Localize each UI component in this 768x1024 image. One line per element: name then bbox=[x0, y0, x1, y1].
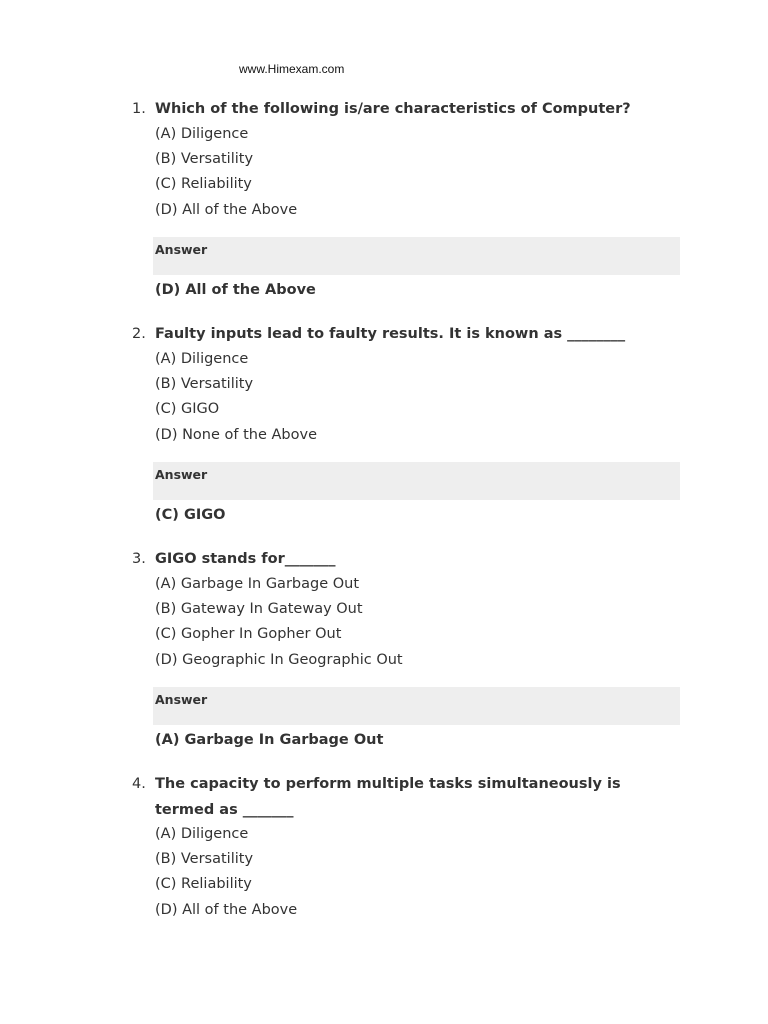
option-b: (B) Versatility bbox=[155, 151, 254, 168]
question-text: GIGO stands for_______ bbox=[155, 551, 336, 567]
option-c: (C) GIGO bbox=[155, 401, 220, 418]
answer-value: (D) All of the Above bbox=[155, 282, 316, 298]
question-number: 4. bbox=[132, 776, 146, 792]
question-number: 1. bbox=[132, 101, 146, 117]
option-d: (D) Geographic In Geographic Out bbox=[155, 651, 403, 668]
answer-toggle[interactable] bbox=[153, 237, 680, 275]
option-d: (D) All of the Above bbox=[155, 901, 298, 918]
option-a: (A) Diligence bbox=[155, 126, 249, 142]
options-list bbox=[155, 347, 317, 448]
option-b: (B) Versatility bbox=[155, 851, 254, 868]
option-a: (A) Diligence bbox=[155, 351, 249, 367]
option-b: (B) Gateway In Gateway Out bbox=[155, 601, 363, 618]
option-a: (A) Diligence bbox=[155, 826, 249, 842]
option-c: (C) Reliability bbox=[155, 176, 252, 193]
options-list bbox=[155, 122, 297, 223]
option-d: (D) All of the Above bbox=[155, 201, 298, 218]
answer-label: Answer bbox=[155, 692, 208, 707]
option-c: (C) Gopher In Gopher Out bbox=[155, 626, 342, 643]
question-number: 2. bbox=[132, 326, 146, 342]
answer-toggle[interactable] bbox=[153, 462, 680, 500]
answer-value: (A) Garbage In Garbage Out bbox=[155, 732, 384, 748]
answer-toggle[interactable] bbox=[153, 687, 680, 725]
site-header-url: www.Himexam.com bbox=[239, 62, 345, 76]
option-d: (D) None of the Above bbox=[155, 426, 318, 443]
answer-value: (C) GIGO bbox=[155, 507, 226, 523]
answer-label: Answer bbox=[155, 242, 208, 257]
question-text: The capacity to perform multiple tasks simultaneously is termed as _______ bbox=[155, 776, 621, 818]
option-a: (A) Garbage In Garbage Out bbox=[155, 576, 360, 592]
options-list bbox=[155, 572, 403, 673]
question-text: Faulty inputs lead to faulty results. It is known as ________ bbox=[155, 326, 626, 342]
option-c: (C) Reliability bbox=[155, 876, 252, 893]
question-text: Which of the following is/are characteristics of Computer? bbox=[155, 101, 631, 117]
option-b: (B) Versatility bbox=[155, 376, 254, 393]
answer-label: Answer bbox=[155, 467, 208, 482]
options-list bbox=[155, 822, 297, 923]
question-number: 3. bbox=[132, 551, 146, 567]
